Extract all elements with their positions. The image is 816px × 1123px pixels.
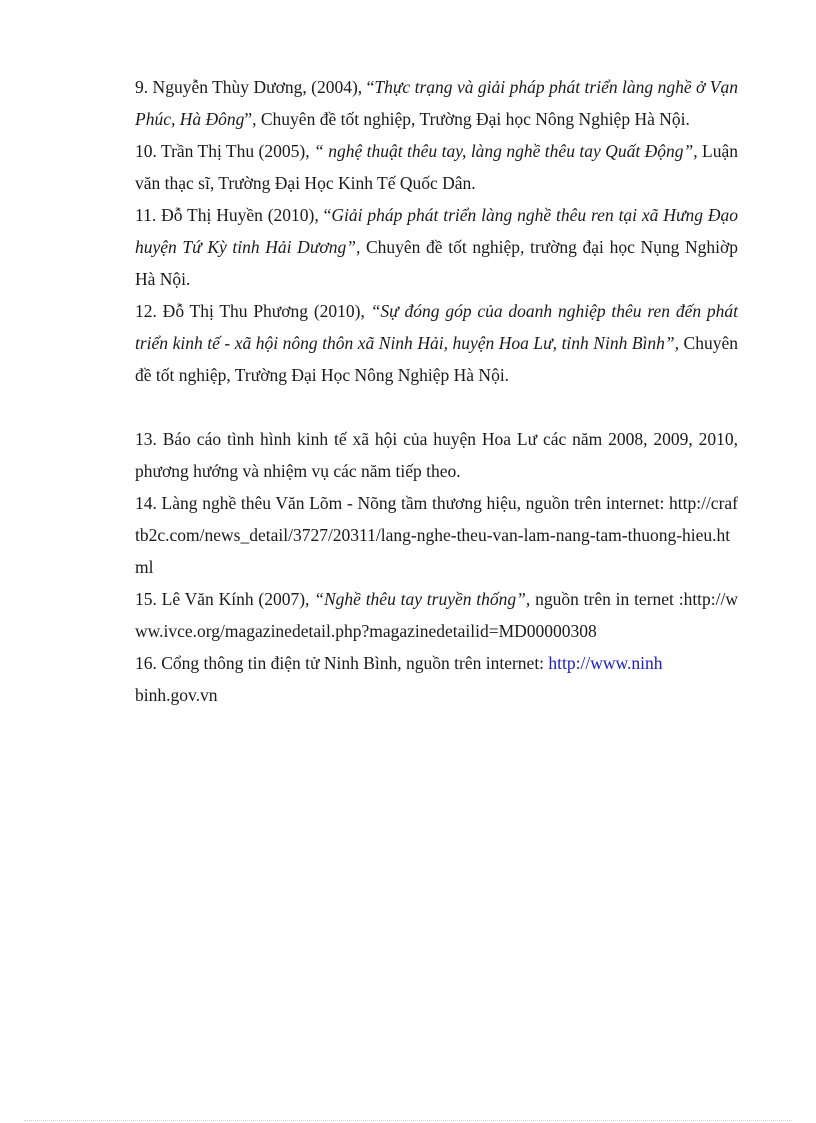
reference-item-11	[135, 199, 738, 295]
ref-12-source: Chuyên đề tốt nghiệp, Trường Đại Học Nông Nghiệp Hà Nội.	[135, 333, 738, 385]
ref-16-suffix: binh.gov.vn	[135, 685, 218, 705]
ref-9-prefix: 9. Nguyễn Thùy Dương, (2004), “	[135, 77, 375, 97]
reference-item-10	[135, 135, 738, 199]
ref-11-prefix: 11. Đỗ Thị Huyền (2010), “	[135, 205, 332, 225]
reference-list	[135, 71, 738, 711]
ref-14-text: 14. Làng nghề thêu Văn Lõm - Nõng tầm thương hiệu, nguồn trên internet: http://craftb2c.com/news_detail/3727/20311/lang-nghe-theu-van-lam-nang-tam-thuong-hieu.html	[135, 493, 738, 577]
reference-item-12	[135, 295, 738, 391]
ref-15-source: nguồn trên in ternet :http://www.ivce.org/magazinedetail.php?magazinedetailid=MD00000308	[135, 589, 739, 641]
ref-9-title: Thực trạng và giải pháp phát triển làng nghề ở Vạn Phúc, Hà Đông	[135, 77, 738, 129]
ref-9-source: ”, Chuyên đề tốt nghiệp, Trường Đại học Nông Nghiệp Hà Nội.	[244, 109, 690, 129]
ref-12-title: “Sự đóng góp của doanh nghiệp thêu ren đến phát triển kinh tế - xã hội nông thôn xã Ninh Hải, huyện Hoa Lư, tỉnh Ninh Bình”,	[135, 301, 738, 353]
reference-item-9	[135, 71, 738, 135]
ref-16-link[interactable]: http://www.ninh	[548, 653, 663, 673]
ref-10-title: “ nghệ thuật thêu tay, làng nghề thêu tay Quất Động”,	[314, 141, 698, 161]
reference-item-15	[135, 583, 738, 647]
reference-item-14	[135, 487, 738, 583]
ref-13-text: 13. Báo cáo tình hình kinh tế xã hội của huyện Hoa Lư các năm 2008, 2009, 2010, phương hướng và nhiệm vụ các năm tiếp theo.	[135, 429, 738, 481]
ref-10-prefix: 10. Trần Thị Thu (2005),	[135, 141, 315, 161]
ref-12-prefix: 12. Đỗ Thị Thu Phương (2010),	[135, 301, 371, 321]
reference-item-16	[135, 647, 738, 711]
ref-11-title: Giải pháp phát triển làng nghề thêu ren tại xã Hưng Đạo huyện Tứ Kỳ tỉnh Hải Dương”,	[135, 205, 738, 257]
paragraph-spacer	[135, 391, 738, 423]
ref-10-source: Luận văn thạc sĩ, Trường Đại Học Kinh Tế Quốc Dân.	[135, 141, 738, 193]
ref-11-source: Chuyên đề tốt nghiệp, trường đại học Nụng Nghiờp Hà Nội.	[135, 237, 739, 289]
ref-15-title: “Nghề thêu tay truyền thống”,	[314, 589, 531, 609]
ref-15-prefix: 15. Lê Văn Kính (2007),	[135, 589, 315, 609]
page-bottom-divider	[24, 1120, 792, 1121]
reference-item-13	[135, 423, 738, 487]
ref-16-prefix: 16. Cổng thông tin điện tử Ninh Bình, nguồn trên internet:	[135, 653, 549, 673]
